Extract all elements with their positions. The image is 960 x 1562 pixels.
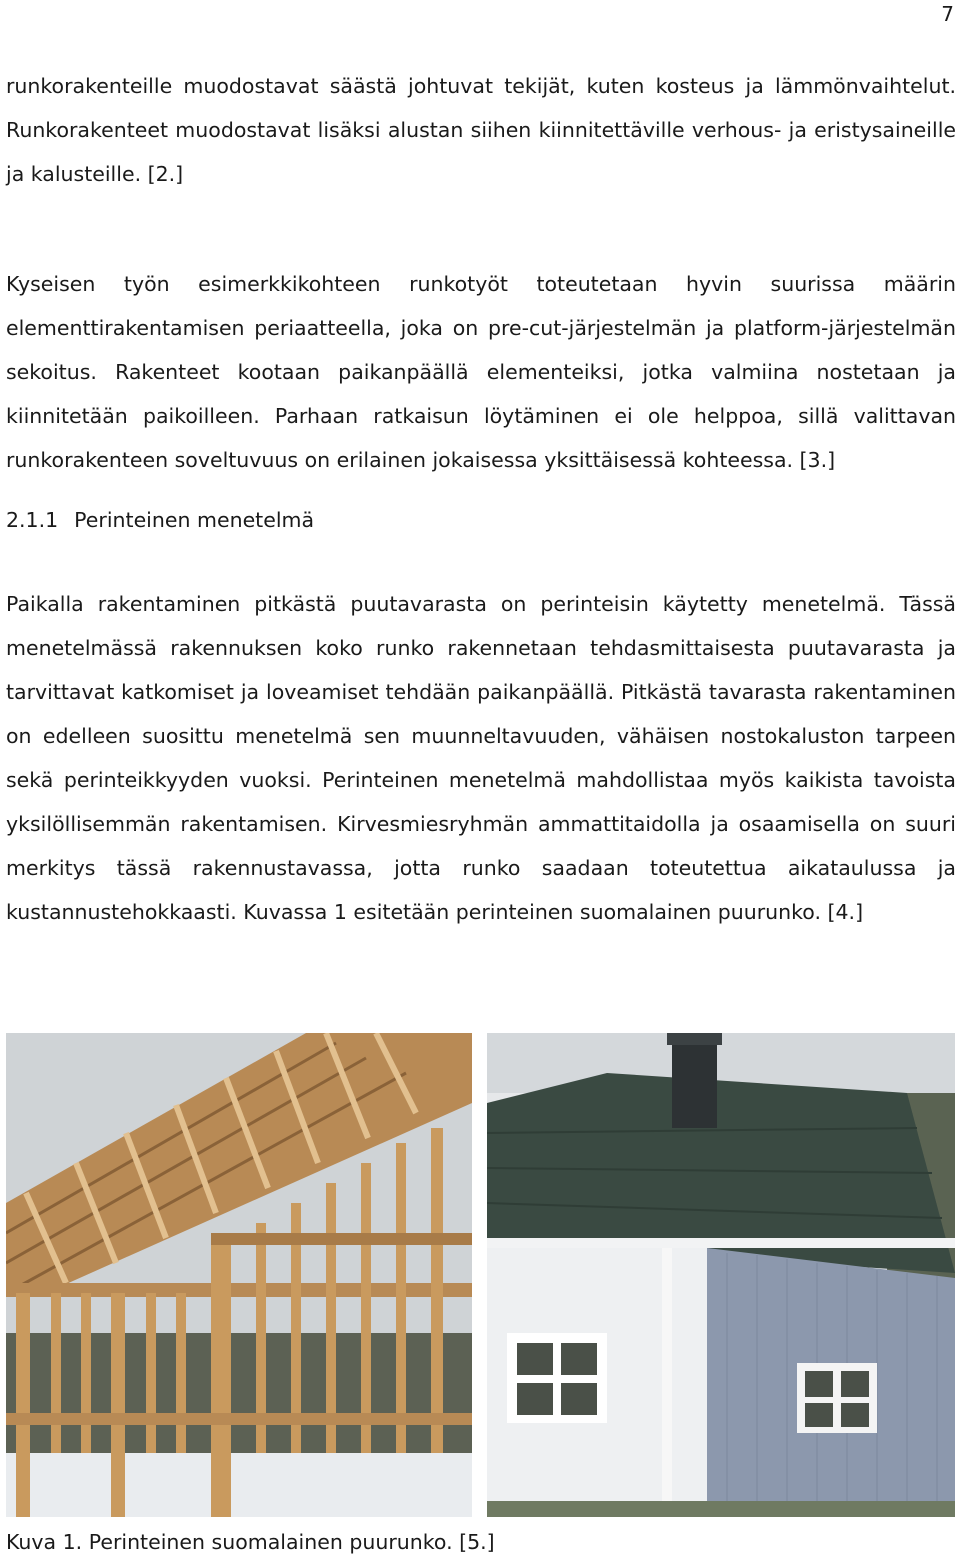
finished-house-photo [487, 1033, 955, 1517]
paragraph-intro: runkorakenteille muodostavat säästä johtuvat tekijät, kuten kosteus ja lämmönvaihtelut. Runkorakenteet muodostavat lisäksi alustan siihen kiinnitettäville verhous- ja eristysaineille ja kalusteille. [2.] [6, 74, 956, 186]
page-number: 7 [941, 2, 954, 26]
paragraph-example-site: Kyseisen työn esimerkkikohteen runkotyöt toteutetaan hyvin suurissa määrin elementtirakentamisen periaatteella, joka on pre-cut-järjestelmän ja platform-järjestelmän sekoitus. Rakenteet kootaan paikanpäällä elementeiksi, jotka valmiina nostetaan ja kiinnitetään paikoilleen. Parhaan ratkaisun löytäminen ei ole helppoa, sillä valittavan runkorakenteen soveltuvuus on erilainen jokaisessa yksittäisessä kohteessa. [3.] [6, 272, 956, 472]
timber-frame-photo [6, 1033, 472, 1517]
paragraph-traditional-method: Paikalla rakentaminen pitkästä puutavarasta on perinteisin käytetty menetelmä. Tässä menetelmässä rakennuksen koko runko rakennetaan tehdasmittaisesta puutavarasta ja tarvittavat katkomiset ja loveamiset tehdään paikanpäällä. Pitkästä tavarasta rakentaminen on edelleen suosittu menetelmä sen muunneltavuuden, vähäisen nostokaluston tarpeen sekä perinteikkyyden vuoksi. Perinteinen menetelmä mahdollistaa myös kaikista tavoista yksilöllisemmän rakentamisen. Kirvesmiesryhmän ammattitaidolla ja osaamisella on suuri merkitys tässä rakennustavassa, jotta runko saadaan toteutettua aikataulussa ja kustannustehokkaasti. Kuvassa 1 esitetään perinteinen suomalainen puurunko. [4.] [6, 592, 956, 924]
section-title: Perinteinen menetelmä [74, 508, 315, 532]
section-number: 2.1.1 [6, 508, 59, 532]
section-heading [6, 508, 314, 532]
figure-caption: Kuva 1. Perinteinen suomalainen puurunko. [5.] [6, 1530, 495, 1554]
